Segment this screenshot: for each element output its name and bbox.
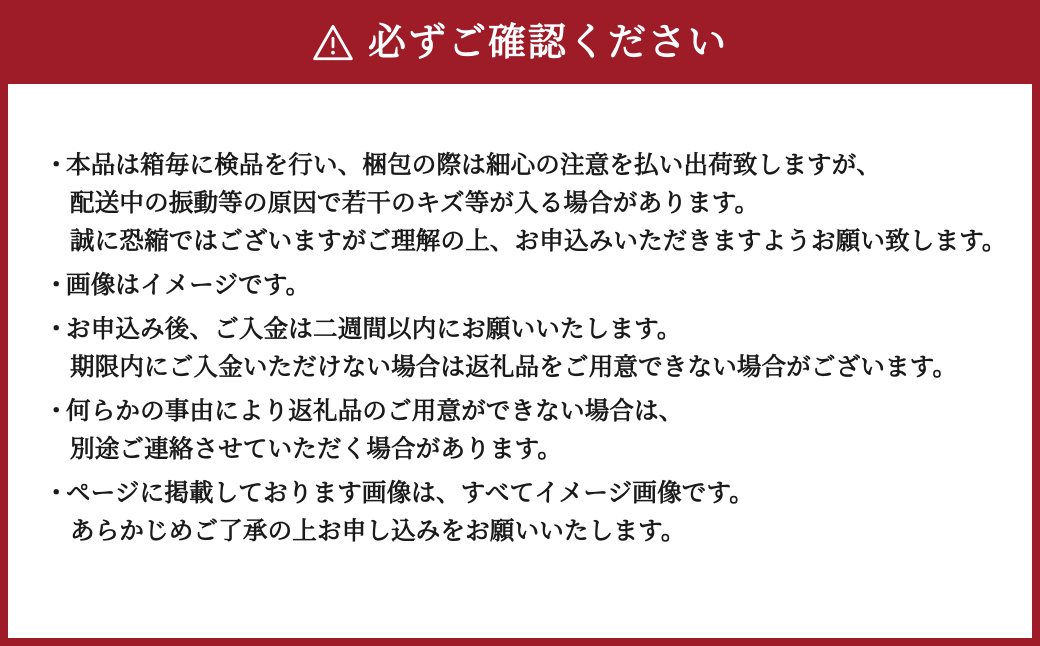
list-item	[44, 310, 1002, 386]
notice-line: 別途ご連絡させていただく場合があります。	[70, 434, 563, 463]
bullet-marker: ・	[44, 150, 69, 179]
bullet-marker: ・	[44, 314, 69, 343]
notice-line-text: 本品は箱毎に検品を行い、梱包の際は細心の注意を払い出荷致しますが、	[66, 150, 882, 179]
list-item	[44, 392, 1002, 468]
notice-line-text: ページに掲載しております画像は、すべてイメージ画像です。	[66, 478, 754, 507]
bullet-marker: ・	[44, 396, 69, 425]
notice-body	[8, 84, 1032, 638]
list-item	[44, 266, 1002, 304]
bullet-marker: ・	[44, 270, 69, 299]
notice-line	[44, 266, 1002, 304]
notice-line: 配送中の振動等の原因で若干のキズ等が入る場合があります。	[70, 188, 760, 217]
notice-line	[44, 474, 1002, 512]
notice-line-text: 画像はイメージです。	[66, 270, 311, 299]
notice-line-text: お申込み後、ご入金は二週間以内にお願いいたします。	[66, 314, 682, 343]
notice-line	[44, 310, 1002, 348]
notice-line: 期限内にご入金いただけない場合は返礼品をご用意できない場合がございます。	[70, 352, 958, 381]
warning-triangle-icon	[312, 20, 354, 64]
notice-line	[44, 392, 1002, 430]
notice-line: 誠に恐縮ではございますがご理解の上、お申込みいただきますようお願い致します。	[70, 226, 1007, 255]
notice-header	[0, 0, 1040, 84]
notice-list	[44, 146, 1007, 550]
notice-line-text: 何らかの事由により返礼品のご用意ができない場合は、	[66, 396, 684, 425]
notice-title: 必ずご確認ください	[367, 20, 728, 64]
notice-line: あらかじめご了承の上お申し込みをお願いいたします。	[70, 516, 686, 545]
notice-line	[44, 146, 1002, 184]
bullet-marker: ・	[44, 478, 69, 507]
list-item	[44, 474, 1002, 550]
list-item	[44, 146, 1007, 260]
